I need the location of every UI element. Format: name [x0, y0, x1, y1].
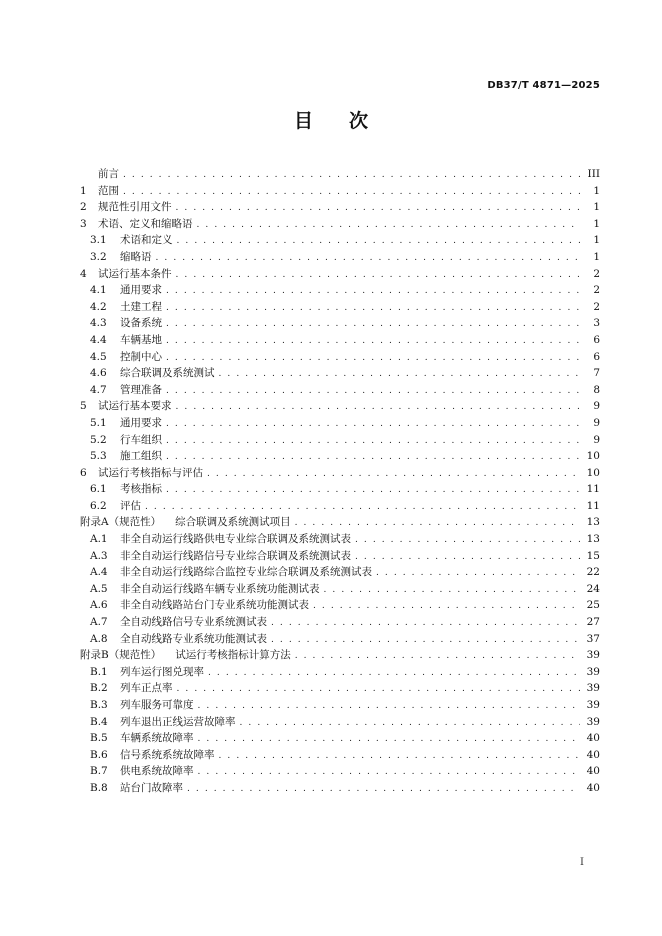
toc-entry-number: 5.2 — [90, 433, 107, 446]
toc-entry-number: A.4 — [90, 566, 108, 579]
toc-entry-title: 前言 — [98, 168, 119, 180]
toc-entry[interactable] — [80, 282, 600, 299]
toc-entry-page: 1 — [593, 201, 600, 214]
toc-entry-page: 40 — [586, 748, 600, 761]
toc-leader-dots — [271, 632, 580, 649]
page-title — [0, 106, 662, 133]
toc-entry-number: 4.5 — [90, 350, 107, 363]
toc-entry-title: 供电系统故障率 — [120, 765, 194, 778]
toc-entry-number: 6 — [80, 466, 87, 479]
page-number: I — [580, 857, 584, 868]
toc-leader-dots — [219, 748, 581, 765]
toc-leader-dots — [166, 333, 580, 350]
toc-entry-number: A.1 — [90, 533, 108, 546]
toc-entry-number: B.6 — [90, 748, 108, 761]
toc-entry-number: 附录B（规范性） — [80, 649, 162, 662]
toc-leader-dots — [166, 350, 580, 367]
toc-leader-dots — [271, 615, 580, 632]
toc-entry-page: III — [587, 168, 600, 180]
toc-entry-title: 全自动线路专业系统功能测试表 — [120, 632, 267, 645]
toc-entry[interactable] — [80, 365, 600, 382]
toc-leader-dots — [198, 731, 581, 748]
toc-entry-title: 施工组织 — [120, 450, 162, 463]
toc-entry-number: B.5 — [90, 732, 108, 745]
toc-leader-dots — [355, 549, 580, 566]
toc-entry-page: 2 — [593, 267, 600, 280]
toc-entry-number: A.6 — [90, 599, 108, 612]
toc-entry-page: 40 — [586, 765, 600, 778]
toc-entry-title: 非全自动运行线路综合监控专业综合联调及系统测试表 — [120, 566, 372, 579]
toc-entry-title: 试运行基本要求 — [98, 400, 172, 413]
toc-entry-number: B.3 — [90, 699, 108, 711]
toc-entry-number: A.7 — [90, 616, 108, 629]
toc-leader-dots — [123, 167, 580, 184]
toc-entry-title: 通用要求 — [120, 416, 162, 429]
toc-leader-dots — [145, 499, 580, 516]
toc-leader-dots — [355, 532, 580, 549]
toc-leader-dots — [177, 233, 581, 250]
toc-entry-page: 11 — [586, 499, 600, 512]
toc-entry[interactable] — [80, 398, 600, 415]
toc-entry-page: 6 — [593, 333, 600, 346]
toc-entry-page: 9 — [593, 433, 600, 446]
toc-entry[interactable] — [80, 332, 600, 349]
toc-entry-number: 4.1 — [90, 284, 107, 297]
toc-entry-page: 10 — [586, 466, 600, 479]
toc-entry-title: 通用要求 — [120, 284, 162, 297]
toc-entry-page: 1 — [593, 234, 600, 247]
toc-entry-number: 6.1 — [90, 483, 107, 496]
toc-entry[interactable] — [80, 349, 600, 366]
toc-entry[interactable] — [80, 199, 600, 216]
toc-entry[interactable] — [80, 548, 600, 565]
toc-entry[interactable] — [80, 680, 600, 697]
toc-entry-page: 39 — [586, 682, 600, 695]
toc-entry[interactable] — [80, 415, 600, 432]
toc-entry-title: 综合联调及系统测试 — [120, 367, 215, 380]
toc-entry-title: 试运行考核指标计算方法 — [175, 649, 291, 662]
toc-entry-title: 术语和定义 — [120, 234, 173, 247]
toc-entry[interactable] — [80, 614, 600, 631]
toc-entry[interactable] — [80, 647, 600, 664]
toc-entry[interactable] — [80, 498, 600, 515]
toc-entry-number: 4.7 — [90, 383, 107, 396]
toc-entry-page: 37 — [586, 632, 600, 645]
toc-entry[interactable] — [80, 780, 600, 797]
toc-entry[interactable] — [80, 266, 600, 283]
toc-entry-title: 评估 — [120, 499, 141, 512]
toc-entry-title: 列车退出正线运营故障率 — [120, 715, 236, 728]
toc-entry-number: 附录A（规范性） — [80, 516, 162, 529]
toc-leader-dots — [240, 715, 581, 732]
toc-entry-page: 8 — [593, 383, 600, 396]
toc-entry[interactable] — [80, 382, 600, 399]
toc-leader-dots — [207, 466, 580, 483]
toc-entry-page: 24 — [586, 582, 600, 595]
toc-entry-page: 39 — [586, 665, 600, 678]
toc-entry-page: 22 — [586, 566, 600, 579]
toc-entry-page: 9 — [593, 416, 600, 429]
toc-entry[interactable] — [80, 315, 600, 332]
toc-leader-dots — [295, 515, 580, 532]
toc-leader-dots — [166, 482, 580, 499]
toc-entry-title: 术语、定义和缩略语 — [98, 217, 193, 230]
toc-leader-dots — [376, 565, 580, 582]
toc-leader-dots — [166, 316, 580, 333]
toc-leader-dots — [197, 217, 581, 234]
toc-entry-title: 行车组织 — [120, 433, 162, 446]
toc-entry-number: 6.2 — [90, 499, 107, 512]
toc-entry-title: 全自动线路信号专业系统测试表 — [120, 616, 267, 629]
toc-entry-title: 列车服务可靠度 — [120, 699, 194, 711]
toc-entry-number: 4 — [80, 267, 87, 280]
toc-leader-dots — [166, 449, 580, 466]
toc-entry[interactable] — [80, 664, 600, 681]
toc-leader-dots — [198, 764, 581, 781]
toc-leader-dots — [166, 300, 580, 317]
toc-entry-page: 25 — [586, 599, 600, 612]
toc-entry-title: 非全自动线路站台门专业系统功能测试表 — [120, 599, 309, 612]
toc-entry-number: 3.1 — [90, 234, 107, 247]
toc-entry-page: 10 — [586, 450, 600, 463]
toc-entry-page: 40 — [586, 732, 600, 745]
title-char: 次 — [349, 110, 369, 132]
toc-entry[interactable] — [80, 216, 600, 233]
toc-leader-dots — [219, 366, 581, 383]
toc-entry-page: 39 — [586, 699, 600, 711]
toc-entry-title: 土建工程 — [120, 300, 162, 313]
toc-entry-title: 信号系统系统故障率 — [120, 748, 215, 761]
toc-leader-dots — [166, 383, 580, 400]
toc-entry-page: 39 — [586, 715, 600, 728]
toc-entry-number: B.1 — [90, 665, 108, 678]
toc-entry[interactable] — [80, 531, 600, 548]
toc-entry-page: 1 — [593, 217, 600, 230]
toc-entry-title: 列车运行图兑现率 — [120, 665, 204, 678]
toc-entry-number: B.4 — [90, 715, 108, 728]
toc-entry-title: 非全自动运行线路车辆专业系统功能测试表 — [120, 582, 320, 595]
toc-entry-number: 4.6 — [90, 367, 107, 380]
toc-entry-title: 非全自动运行线路供电专业综合联调及系统测试表 — [120, 533, 351, 546]
toc-entry-number: 5.3 — [90, 450, 107, 463]
toc-leader-dots — [187, 781, 580, 798]
toc-entry-page: 13 — [586, 533, 600, 546]
toc-entry-number: A.5 — [90, 582, 108, 595]
toc-entry[interactable] — [80, 714, 600, 731]
toc-entry-title: 综合联调及系统测试项目 — [175, 516, 291, 529]
toc-entry-number: B.8 — [90, 781, 108, 794]
toc-entry[interactable] — [80, 730, 600, 747]
table-of-contents — [80, 166, 600, 797]
toc-leader-dots — [313, 598, 580, 615]
toc-entry-page: 11 — [586, 483, 600, 496]
toc-entry-title: 试运行考核指标与评估 — [98, 466, 203, 479]
toc-entry-page: 9 — [593, 400, 600, 413]
toc-entry[interactable] — [80, 166, 600, 183]
toc-leader-dots — [176, 200, 581, 217]
toc-entry-number: 4.3 — [90, 317, 107, 330]
toc-entry-title: 管理准备 — [120, 383, 162, 396]
toc-leader-dots — [166, 433, 580, 450]
toc-leader-dots — [176, 267, 581, 284]
toc-entry-number: A.3 — [90, 549, 108, 562]
toc-leader-dots — [166, 283, 580, 300]
toc-entry-page: 27 — [586, 616, 600, 629]
toc-entry-title: 控制中心 — [120, 350, 162, 363]
toc-leader-dots — [166, 416, 580, 433]
toc-entry-page: 1 — [593, 250, 600, 263]
toc-entry-title: 非全自动运行线路信号专业综合联调及系统测试表 — [120, 549, 351, 562]
toc-entry[interactable] — [80, 514, 600, 531]
toc-entry-title: 列车正点率 — [120, 682, 173, 695]
toc-entry[interactable] — [80, 249, 600, 266]
toc-entry[interactable] — [80, 763, 600, 780]
toc-entry-title: 设备系统 — [120, 317, 162, 330]
toc-leader-dots — [176, 399, 581, 416]
toc-entry[interactable] — [80, 564, 600, 581]
toc-leader-dots — [208, 665, 580, 682]
toc-leader-dots — [295, 648, 580, 665]
toc-entry[interactable] — [80, 597, 600, 614]
toc-entry-page: 7 — [593, 367, 600, 380]
toc-entry-title: 试运行基本条件 — [98, 267, 172, 280]
toc-entry-title: 车辆系统故障率 — [120, 732, 194, 745]
standard-code: DB37/T 4871—2025 — [487, 80, 600, 91]
toc-entry-title: 站台门故障率 — [120, 781, 183, 794]
toc-entry[interactable] — [80, 183, 600, 200]
toc-entry-page: 3 — [593, 317, 600, 330]
toc-entry-number: 3.2 — [90, 250, 107, 263]
toc-entry-number: 1 — [80, 184, 87, 197]
toc-leader-dots — [156, 250, 581, 267]
toc-entry-number: A.8 — [90, 632, 108, 645]
toc-entry-page: 2 — [593, 300, 600, 313]
toc-entry-title: 缩略语 — [120, 250, 152, 263]
toc-entry-page: 39 — [586, 649, 600, 662]
toc-entry-number: 5 — [80, 400, 87, 413]
toc-entry-page: 13 — [586, 516, 600, 529]
toc-entry-title: 考核指标 — [120, 483, 162, 496]
toc-entry-page: 1 — [593, 184, 600, 197]
toc-entry[interactable] — [80, 581, 600, 598]
toc-entry-number: B.7 — [90, 765, 108, 778]
toc-entry-number: 4.4 — [90, 333, 107, 346]
toc-entry[interactable] — [80, 299, 600, 316]
toc-entry-page: 40 — [586, 781, 600, 794]
toc-entry-number: 2 — [80, 201, 87, 214]
toc-entry-page: 2 — [593, 284, 600, 297]
toc-entry-page: 15 — [586, 549, 600, 562]
toc-leader-dots — [324, 582, 581, 599]
toc-entry[interactable] — [80, 432, 600, 449]
toc-entry[interactable] — [80, 232, 600, 249]
toc-leader-dots — [123, 184, 580, 201]
toc-entry[interactable] — [80, 465, 600, 482]
toc-leader-dots — [177, 681, 581, 698]
toc-entry-title: 范围 — [98, 184, 119, 197]
title-char: 目 — [293, 110, 313, 132]
toc-entry[interactable] — [80, 448, 600, 465]
toc-entry-page: 6 — [593, 350, 600, 363]
toc-entry-number: 5.1 — [90, 416, 107, 429]
toc-entry[interactable] — [80, 747, 600, 764]
toc-entry[interactable] — [80, 697, 600, 714]
toc-entry-number: 4.2 — [90, 300, 107, 313]
toc-entry-number: 3 — [80, 217, 87, 230]
toc-entry[interactable] — [80, 631, 600, 648]
toc-entry-number: B.2 — [90, 682, 108, 695]
toc-entry-title: 车辆基地 — [120, 333, 162, 346]
toc-entry-title: 规范性引用文件 — [98, 201, 172, 214]
toc-leader-dots — [198, 698, 581, 715]
toc-entry[interactable] — [80, 481, 600, 498]
